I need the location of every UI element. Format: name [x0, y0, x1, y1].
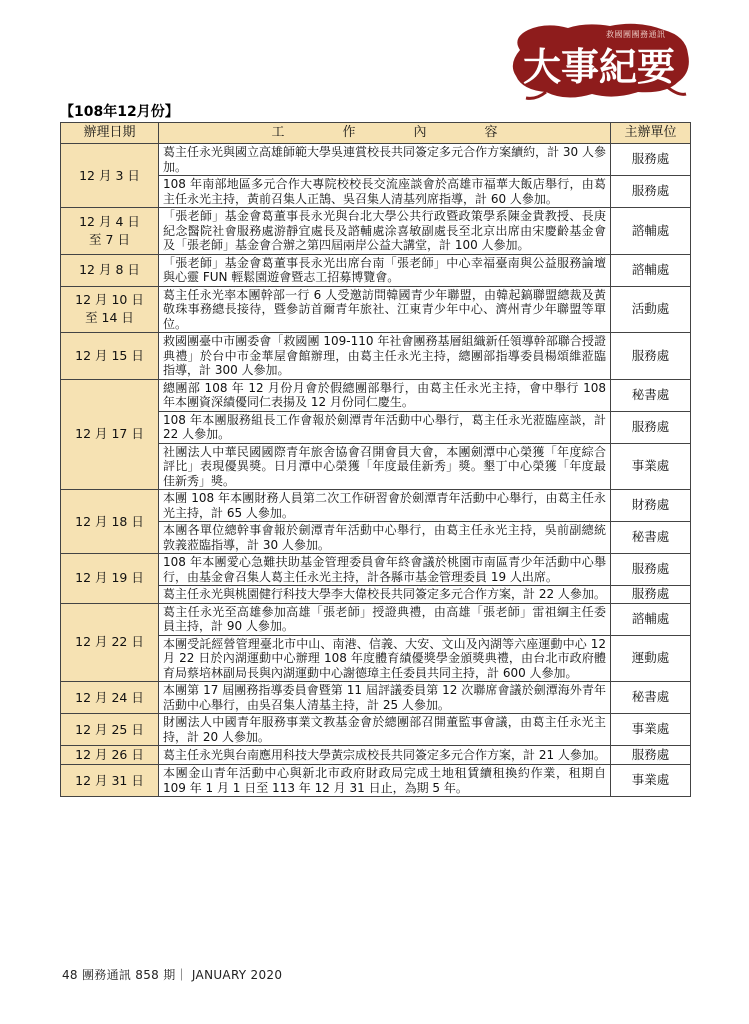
date-cell: 12 月 10 日 至 14 日	[61, 286, 159, 333]
logo-text: 大事紀要	[522, 44, 676, 89]
unit-cell: 財務處	[611, 490, 691, 522]
table-row	[61, 379, 691, 411]
content-cell: 「張老師」基金會葛董事長永光與台北大學公共行政暨政策學系陳金貴教授、長庚紀念醫院社會服務處游靜宜處長及諮輔處涂喜敏副處長至北京出席由宋慶齡基金會及「張老師」基金會合辦之第四屆兩岸公益大講堂，計 100 人參加。	[159, 208, 611, 255]
table-row	[61, 208, 691, 255]
header-content: 工作內容	[159, 123, 611, 144]
unit-cell: 運動處	[611, 635, 691, 682]
logo-subtext: 救國團團務通訊	[606, 30, 666, 39]
section-title: 【108年12月份】	[60, 104, 179, 120]
unit-cell: 諮輔處	[611, 254, 691, 286]
unit-cell: 服務處	[611, 554, 691, 586]
unit-cell: 服務處	[611, 411, 691, 443]
content-cell: 社團法人中華民國國際青年旅舍協會召開會員大會，本團劍潭中心榮獲「年度綜合評比」表現優異獎。日月潭中心榮獲「年度最佳新秀」獎。墾丁中心榮獲「年度最佳新秀」獎。	[159, 443, 611, 490]
table-row	[61, 746, 691, 765]
content-cell: 本團 108 年本團財務人員第二次工作研習會於劍潭青年活動中心舉行，由葛主任永光主持，計 65 人參加。	[159, 490, 611, 522]
date-cell: 12 月 18 日	[61, 490, 159, 554]
page-footer: 48 團務通訊 858 期｜ JANUARY 2020	[62, 968, 283, 982]
header-unit: 主辦單位	[611, 123, 691, 144]
unit-cell: 事業處	[611, 714, 691, 746]
date-cell: 12 月 31 日	[61, 765, 159, 797]
table-row	[61, 333, 691, 380]
unit-cell: 服務處	[611, 746, 691, 765]
unit-cell: 服務處	[611, 586, 691, 604]
date-cell: 12 月 22 日	[61, 603, 159, 682]
date-cell: 12 月 26 日	[61, 746, 159, 765]
content-cell: 本團第 17 屆團務指導委員會暨第 11 屆評議委員第 12 次聯席會議於劍潭海外青年活動中心舉行，由吳召集人清基主持，計 25 人參加。	[159, 682, 611, 714]
unit-cell: 秘書處	[611, 379, 691, 411]
date-cell: 12 月 25 日	[61, 714, 159, 746]
date-cell: 12 月 8 日	[61, 254, 159, 286]
unit-cell: 活動處	[611, 286, 691, 333]
unit-cell: 事業處	[611, 765, 691, 797]
content-cell: 108 年南部地區多元合作大專院校校長交流座談會於高雄市福華大飯店舉行，由葛主任永光主持，黃前召集人正鵠、吳召集人清基列席指導，計 60 人參加。	[159, 176, 611, 208]
content-cell: 108 年本團服務組長工作會報於劍潭青年活動中心舉行，葛主任永光蒞臨座談，計 22 人參加。	[159, 411, 611, 443]
date-cell: 12 月 4 日 至 7 日	[61, 208, 159, 255]
date-cell: 12 月 17 日	[61, 379, 159, 490]
unit-cell: 事業處	[611, 443, 691, 490]
table-row	[61, 714, 691, 746]
table-row	[61, 144, 691, 176]
content-cell: 救國團臺中市團委會「救國團 109-110 年社會團務基層組織新任領導幹部聯合授證典禮」於台中市金華屋會館辦理，由葛主任永光主持，總團部指導委員楊頌維蒞臨指導，計 300 人參加。	[159, 333, 611, 380]
content-cell: 葛主任永光至高雄參加高雄「張老師」授證典禮，由高雄「張老師」雷祖綱主任委員主持，計 90 人參加。	[159, 603, 611, 635]
content-cell: 108 年本團愛心急難扶助基金管理委員會年終會議於桃園市南區青少年活動中心舉行，由基金會召集人葛主任永光主持，計各縣市基金管理委員 19 人出席。	[159, 554, 611, 586]
unit-cell: 服務處	[611, 176, 691, 208]
content-cell: 葛主任永光率本團幹部一行 6 人受邀訪問韓國青少年聯盟，由韓起鎬聯盟總裁及黃敬珠事務總長接待，暨參訪首爾青年旅社、江東青少年中心、濟州青少年聯盟等單位。	[159, 286, 611, 333]
table-header-row	[61, 123, 691, 144]
date-cell: 12 月 24 日	[61, 682, 159, 714]
table-row	[61, 682, 691, 714]
unit-cell: 諮輔處	[611, 603, 691, 635]
table-row	[61, 490, 691, 522]
unit-cell: 服務處	[611, 144, 691, 176]
unit-cell: 諮輔處	[611, 208, 691, 255]
table-row	[61, 603, 691, 635]
header-date: 辦理日期	[61, 123, 159, 144]
unit-cell: 秘書處	[611, 522, 691, 554]
table-row	[61, 286, 691, 333]
date-cell: 12 月 3 日	[61, 144, 159, 208]
content-cell: 本團受託經營管理臺北市中山、南港、信義、大安、文山及內湖等六座運動中心 12 月 22 日於內湖運動中心辦理 108 年度體育績優獎學金頒獎典禮，由台北市政府體育局蔡培林副局長與內湖運動中心謝德璋主任委員共同主持，計 600 人參加。	[159, 635, 611, 682]
content-cell: 本團各單位總幹事會報於劍潭青年活動中心舉行，由葛主任永光主持，吳前副總統敦義蒞臨指導，計 30 人參加。	[159, 522, 611, 554]
content-cell: 葛主任永光與國立高雄師範大學吳連賞校長共同簽定多元合作方案續約，計 30 人參加。	[159, 144, 611, 176]
events-table	[60, 122, 691, 797]
date-cell: 12 月 19 日	[61, 554, 159, 604]
content-cell: 「張老師」基金會葛董事長永光出席台南「張老師」中心幸福臺南與公益服務論壇與心靈 FUN 輕鬆園遊會暨志工招募博覽會。	[159, 254, 611, 286]
content-cell: 財團法人中國青年服務事業文教基金會於總團部召開董監事會議，由葛主任永光主持，計 20 人參加。	[159, 714, 611, 746]
unit-cell: 服務處	[611, 333, 691, 380]
content-cell: 總團部 108 年 12 月份月會於假總團部舉行，由葛主任永光主持，會中舉行 108 年本團資深績優同仁表揚及 12 月份同仁慶生。	[159, 379, 611, 411]
content-cell: 本團金山青年活動中心與新北市政府財政局完成土地租賃續租換約作業，租期自 109 年 1 月 1 日至 113 年 12 月 31 日止，為期 5 年。	[159, 765, 611, 797]
table-row	[61, 254, 691, 286]
table-row	[61, 765, 691, 797]
content-cell: 葛主任永光與台南應用科技大學黃宗成校長共同簽定多元合作方案，計 21 人參加。	[159, 746, 611, 765]
unit-cell: 秘書處	[611, 682, 691, 714]
content-cell: 葛主任永光與桃園健行科技大學李大偉校長共同簽定多元合作方案，計 22 人參加。	[159, 586, 611, 604]
table-row	[61, 554, 691, 586]
date-cell: 12 月 15 日	[61, 333, 159, 380]
